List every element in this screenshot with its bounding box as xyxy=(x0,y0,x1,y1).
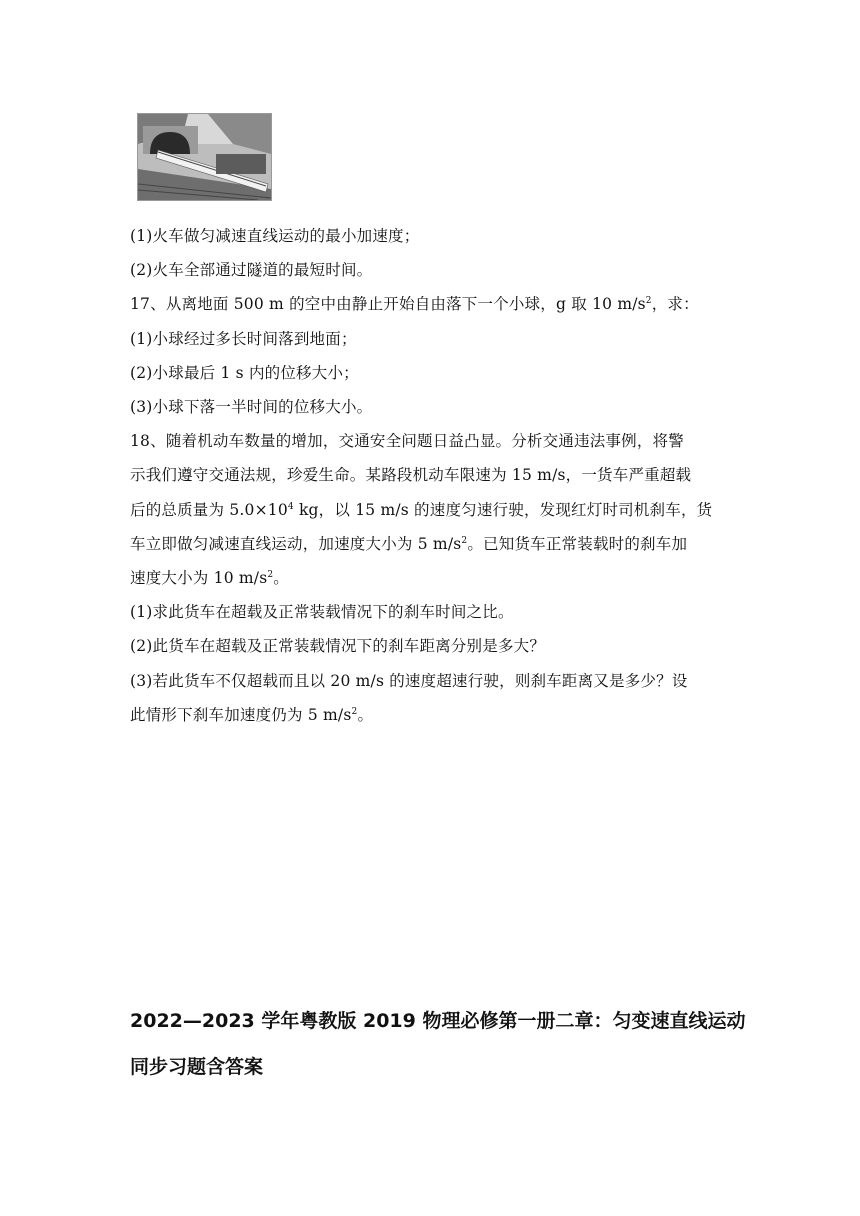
q18-stem-line5: 速度大小为 10 $m/s^2$。 xyxy=(130,569,289,588)
q17-sub3: (3)小球下落一半时间的位移大小。 xyxy=(130,398,373,417)
train-tunnel-photo xyxy=(137,113,272,201)
q16-sub2: (2)火车全部通过隧道的最短时间。 xyxy=(130,261,373,280)
q18-sub2: (2)此货车在超载及正常装载情况下的刹车距离分别是多大？ xyxy=(130,637,546,656)
q18-sub3-line1: (3)若此货车不仅超载而且以 20 m/s 的速度超速行驶，则刹车距离又是多少？设 xyxy=(130,671,688,690)
q17-sub1: (1)小球经过多长时间落到地面； xyxy=(130,329,357,348)
q18-sub1: (1)求此货车在超载及正常装载情况下的刹车时间之比。 xyxy=(130,603,514,622)
train-tunnel-icon xyxy=(138,114,271,200)
q18-sub3-line2: 此情形下刹车加速度仍为 5 $m/s^2$。 xyxy=(130,705,374,724)
q16-sub1: (1)火车做匀减速直线运动的最小加速度； xyxy=(130,227,420,245)
q17-stem: 17、从离地面 500 m 的空中由静止开始自由落下一个小球，g 取 10 $m/s^2$，求： xyxy=(130,295,699,314)
q18-stem-line1: 18、随着机动车数量的增加，交通安全问题日益凸显。分析交通违法事例，将警 xyxy=(130,432,684,451)
question-content xyxy=(130,219,740,732)
q18-stem-line2: 示我们遵守交通法规，珍爱生命。某路段机动车限速为 15 m/s，一货车严重超载 xyxy=(130,466,692,485)
q18-stem-line4: 车立即做匀减速直线运动，加速度大小为 5 $m/s^2$。已知货车正常装载时的刹车加 xyxy=(130,534,688,553)
q17-sub2: (2)小球最后 1 s 内的位移大小； xyxy=(130,363,359,382)
title-line1: 2022—2023 学年粤教版 2019 物理必修第一册二章：匀变速直线运动 xyxy=(130,1010,746,1032)
title-line2: 同步习题含答案 xyxy=(130,1056,264,1078)
q18-stem-line3: 后的总质量为 $5.0\times 10^4$ kg，以 15 m/s 的速度匀速行驶，发现红灯时司机刹车，货 xyxy=(130,500,713,519)
document-title xyxy=(130,998,750,1090)
